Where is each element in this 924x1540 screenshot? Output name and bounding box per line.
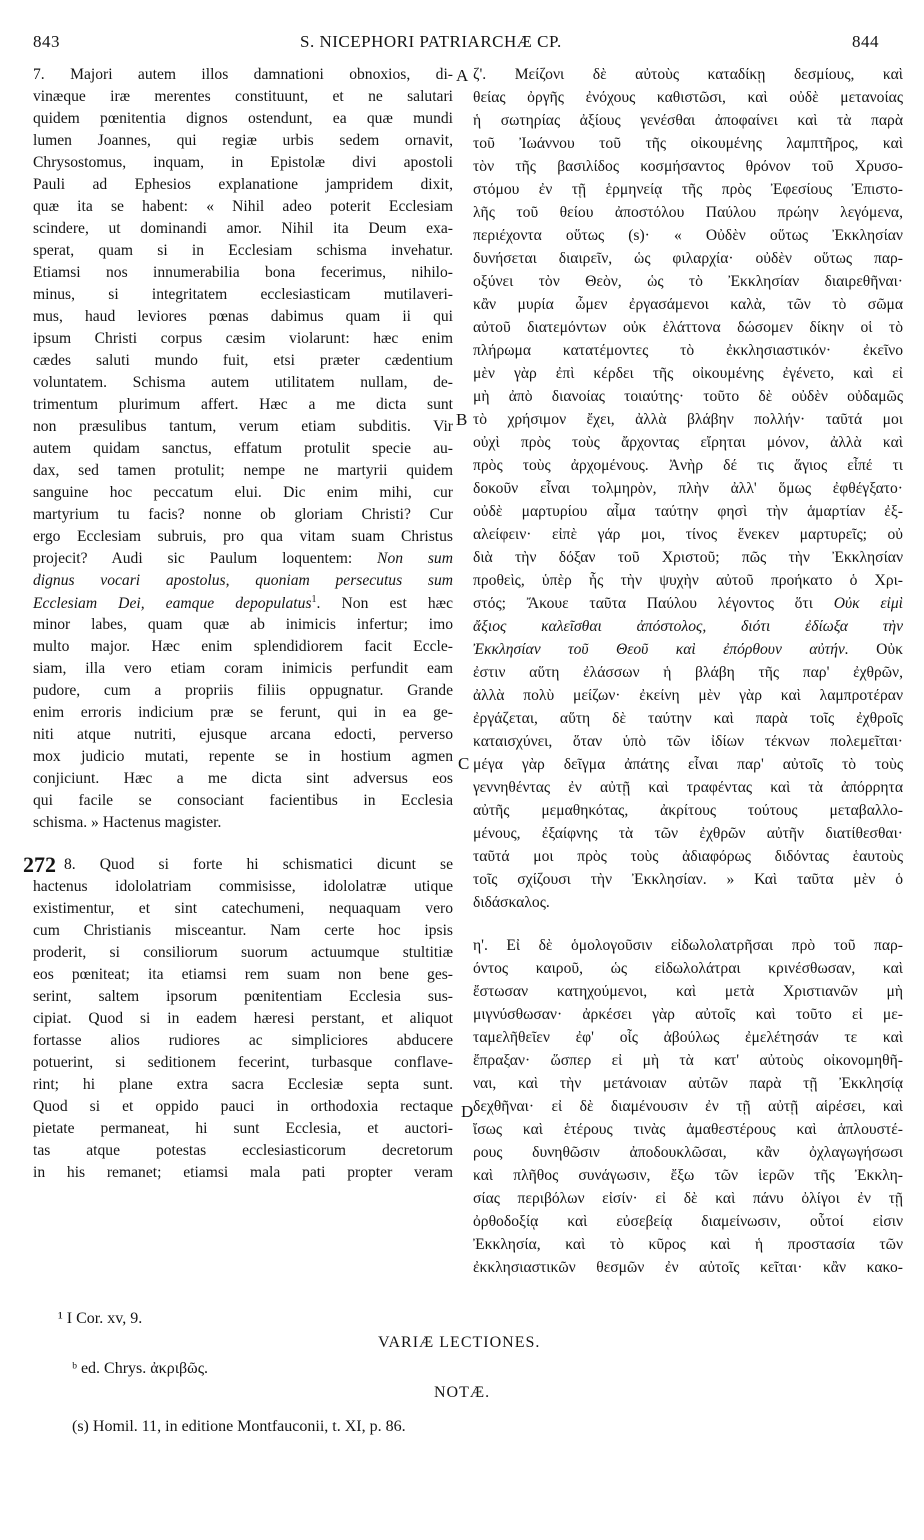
greek-line: ναι, καὶ τὴν μετάνοιαν αὐτῶν παρὰ τῇ Ἐκκλησίᾳ <box>473 1075 903 1092</box>
latin-line: mox judicio mutati, repente se in hostium agmen <box>33 748 453 765</box>
latin-line: autem quidam sanctus, effatum protulit specie au- <box>33 440 453 457</box>
latin-line: non præsulibus tantum, verum etiam subditis. Vir <box>33 418 453 435</box>
greek-line: μὴ ἀπὸ διανοίας τοιαύτης· τοῦτο δὲ οὐδὲν οὐδαμῶς <box>473 388 903 405</box>
latin-line <box>33 550 453 568</box>
latin-line: enim erroris indicium præ se ferunt, qui in ea ge- <box>33 704 453 721</box>
greek-line: αὐτοῦ διατεμόντων οὐκ ἐλάττονα δώσομεν δίκην οἱ τὸ <box>473 319 903 336</box>
latin-text: . Non est hæc <box>316 595 453 613</box>
latin-line: Ecclesiam Dei, eamque depopulatus$^1$. Non est hæc <box>33 594 453 613</box>
greek-line: οὐδὲ μαρτυρίου αἷμα ταύτην φησὶ τὴν ἁμαρτίαν ἐξ- <box>473 503 903 520</box>
greek-line: διδάσκαλος. <box>473 894 550 911</box>
latin-line: voluntatem. Schisma autem utilitatem nullam, de- <box>33 374 453 391</box>
latin-line: cædes saluti mundo fuit, etsi præter cædentium <box>33 352 453 369</box>
latin-line: existimentur, et sint catechumeni, nequaquam vero <box>33 900 453 917</box>
greek-line: κἂν μυρία ὦμεν ἐργασάμενοι καλὰ, τῶν τὸ σῶμα <box>473 296 903 313</box>
greek-line: σίας περιβόλων εἰσίν· εἰ δὲ καὶ πάνυ ὀλίγοι ἐν τῇ <box>473 1190 903 1207</box>
latin-line: hactenus idololatriam commisisse, idololatræ utique <box>33 878 453 895</box>
latin-line: proderit, si consiliorum suorum actuumque stultitiæ <box>33 944 453 961</box>
greek-line: καὶ πλῆθος συνάγωσιν, ἔξω τῶν ἱερῶν τῆς Ἐκκλη- <box>473 1167 903 1184</box>
greek-line: πρὸς τοὺς ἀρχομένους. Ἀνὴρ δέ τις ἅγιος εἶπέ τι <box>473 457 903 474</box>
latin-line: siam, illa vero etiam coram inimicis perfundit eam <box>33 660 453 677</box>
greek-line <box>473 641 903 659</box>
latin-line: conjiciunt. Hæc a me dicta sint adversus eos <box>33 770 453 787</box>
greek-line: τοῖς σχίζουσι τὴν Ἐκκλησίαν. » Καὶ ταῦτα μὲν ὁ <box>473 871 903 888</box>
latin-line: multo major. Hæc enim splendidiorem facit Eccle- <box>33 638 453 655</box>
greek-line: η'. Εἰ δὲ ὁμολογοῦσιν εἰδωλολατρῆσαι πρὸ τοῦ παρ- <box>473 937 903 954</box>
latin-line: 8. Quod si forte hi schismatici dicunt se <box>64 856 453 873</box>
greek-line: όντος καιροῦ, ὡς εἰδωλολάτραι κρινέσθωσαν, καὶ <box>473 960 903 977</box>
greek-line: ταῦτά μοι πρὸς τοὺς ἀδιαφόρως διδόντας ἑαυτοὺς <box>473 848 903 865</box>
greek-line: τὸ χρήσιμον ἔχει, ἀλλὰ βλάβην πολλήν· ταῦτά μοι <box>473 411 903 428</box>
latin-line: mus, haud leviores pœnas dabimus quam ii qui <box>33 308 453 325</box>
greek-line: προθεὶς, ὑπὲρ ἧς τὴν ψυχὴν αὐτοῦ προήκατο ὁ Χρι- <box>473 572 903 589</box>
scripture-quote-line: dignus vocari apostolus, quoniam persecutus sum <box>33 572 453 589</box>
latin-line: vinæque iræ merentes constituunt, et ne salutari <box>33 88 453 105</box>
greek-line: ζ'. Μείζονι δὲ αὐτοὺς καταδίκῃ δεσμίους, καὶ <box>473 66 903 83</box>
latin-line: ipsum Christi corpus cæsim violarunt: hæc enim <box>33 330 453 347</box>
greek-line: διὰ τὴν δόξαν τοῦ Χριστοῦ; πῶς τὴν Ἐκκλησίαν <box>473 549 903 566</box>
greek-line: μὲν γὰρ ἐπὶ κέρδει τῆς οἰκουμένης ἐγένετο, καὶ εἰ <box>473 365 903 382</box>
greek-line: καταισχύνει, ὅταν ὑπὸ τῶν ἰδίων τέκνων πολεμεῖται· <box>473 733 903 750</box>
greek-line: ἔστωσαν κατηχούμενοι, καὶ μετὰ Χριστιανῶν μὴ <box>473 983 903 1000</box>
greek-line: Ἐκκλησία, καὶ τὸ κῦρος καὶ ἡ προστασία τῶν <box>473 1236 903 1253</box>
latin-line: minor labes, quam quæ ab inimicis infertur; imo <box>33 616 453 633</box>
note-s: (s) Homil. 11, in editione Montfauconii, t. XI, p. 86. <box>72 1418 406 1435</box>
latin-line: in his remanet; etiamsi mala pati propter veram <box>33 1164 453 1181</box>
latin-line: pietate permaneat, hi sunt Ecclesia, et auctori- <box>33 1120 453 1137</box>
latin-line: 7. Majori autem illos damnationi obnoxios, di- <box>33 66 453 83</box>
scripture-quote-line: ἄξιος καλεῖσθαι ἀπόστολος, διότι ἐδίωξα τὴν <box>473 618 903 635</box>
margin-letter-b: B <box>456 410 468 429</box>
latin-line: niti atque nutriti, ejusque arcana edocti, perverso <box>33 726 453 743</box>
greek-line: αλείφειν· εἰπὲ γάρ μοι, τίνος ἕνεκεν μαρτυρεῖς; οὐ <box>473 526 903 543</box>
latin-line: serint, saltem ipsorum pœnitentiam Ecclesia sus- <box>33 988 453 1005</box>
margin-letter-c: C <box>458 754 470 773</box>
latin-line: dax, sed tamen protulit; nempe ne martyrii quidem <box>33 462 453 479</box>
greek-line: δεχθῆναι· εἰ δὲ διαμένουσιν ἐν τῇ αὐτῇ αἱρέσει, καὶ <box>473 1098 903 1115</box>
greek-line: ὀρθοδοξίᾳ καὶ εὐσεβείᾳ διαμείνωσιν, οὗτοί εἰσιν <box>473 1213 903 1230</box>
greek-line: αὐτῆς μεμαθηκότας, ἀκρίτους τούτους μεταβαλλο- <box>473 802 903 819</box>
latin-line: schisma. » Hactenus magister. <box>33 814 222 831</box>
greek-line: γεννηθέντας ἐν αὐτῇ καὶ τραφέντας καὶ τὰ ἀπόρρητα <box>473 779 903 796</box>
running-title: S. NICEPHORI PATRIARCHÆ CP. <box>300 32 562 51</box>
greek-line: ταμελῆθεῖεν ἐφ' οἷς ἀβούλως ἐμελέτησάν τε καὶ <box>473 1029 903 1046</box>
latin-line: scindere, ut dominandi amor. Nihil ita Deum exa- <box>33 220 453 237</box>
footnote-scripture-ref: ¹ I Cor. xv, 9. <box>58 1310 143 1327</box>
latin-line: eos pœniteat; ita etiamsi rem suam non bene ges- <box>33 966 453 983</box>
latin-text: projecit? Audi sic Paulum loquentem: <box>33 550 353 567</box>
greek-line: ἐστιν αὕτη ἐλάσσων ἡ βλάβη τῆς παρ' ἐχθρῶν, <box>473 664 903 681</box>
greek-line: ἀλλὰ πολὺ μείζων· ἐκείνη μὲν γὰρ καὶ λαμπροτέραν <box>473 687 903 704</box>
latin-line: ergo Ecclesiam subruis, pro qua vitam suam Christus <box>33 528 453 545</box>
scripture-quote: Ἐκκλησίαν τοῦ Θεοῦ καὶ ἐπόρθουν αὐτήν. <box>473 641 849 658</box>
greek-line: μένους, ἐξαίφνης τὰ τῶν ἐχθρῶν αὐτῆν διατίθεσθαι· <box>473 825 903 842</box>
page-number-right: 844 <box>852 32 879 51</box>
latin-line: tas atque potestas ecclesiasticorum decretorum <box>33 1142 453 1159</box>
latin-line: Chrysostomus, inquam, in Epistolæ divi apostoli <box>33 154 453 171</box>
latin-line: fortasse alios rudiores ac simpliciores abducere <box>33 1032 453 1049</box>
variant-reading: ᵇ ed. Chrys. ἀκριβῶς. <box>72 1360 209 1377</box>
greek-line: τὸν τῆς βασιλίδος κοσμήσαντος θρόνον τοῦ Χρυσο- <box>473 158 903 175</box>
latin-line: sanguine hoc peccatum elui. Dic enim mihi, cur <box>33 484 453 501</box>
greek-line: ἡ σωτηρίας ἀξίους γενέσθαι ἀποφαίνει καὶ τὰ παρὰ <box>473 112 903 129</box>
greek-line: ἐργάζεται, αὕτη δὲ ταύτην καὶ παρὰ τοῖς ἐχθροῖς <box>473 710 903 727</box>
greek-line <box>473 595 903 613</box>
latin-line: qui facile se consociant facientibus in Ecclesia <box>33 792 453 809</box>
latin-line: cum Christianis misceantur. Nam certe hoc ipsis <box>33 922 453 939</box>
scripture-quote: Non sum <box>377 550 453 567</box>
latin-line: potuerint, si seditionem fecerint, turbasque conflave- <box>33 1054 453 1071</box>
greek-line: δοκοῦν εἶναι τολμηρὸν, πλὴν ἀλλ' ὅμως ἐφθέγξατο· <box>473 480 903 497</box>
greek-line: μιγνύσθωσαν· ἀρκέσει γὰρ αὐτοῖς καὶ τοῦτο εἰ με- <box>473 1006 903 1023</box>
latin-line: sperat, quam si in Ecclesiam schisma invehatur. <box>33 242 453 259</box>
margin-letter-d: D <box>461 1102 474 1121</box>
latin-line: Quod si et oppido pauci in orthodoxia rectaque <box>33 1098 453 1115</box>
greek-line: πλήρωμα κατατέμοντες τὸ ἐκκλησιαστικόν· ἐκεῖνο <box>473 342 903 359</box>
scripture-quote: Ecclesiam Dei, eamque depopulatus <box>33 595 312 613</box>
latin-line: lumen Joannes, qui regiæ urbis sedem ornavit, <box>33 132 453 149</box>
latin-line: Etiamsi nos innumerabilia bona fecerimus, nihilo- <box>33 264 453 281</box>
greek-line: δυνήσεται διαιρεῖν, ὡς φιλαρχία· οὐδὲν οὕτως παρ- <box>473 250 903 267</box>
greek-line: ρους δυνηθῶσιν ἀποδουκλῶσαι, κἂν ὀχλαγωγήσωσι <box>473 1144 903 1161</box>
latin-line: quidem pœnitentia dignos ostendunt, ea quæ mundi <box>33 110 453 127</box>
latin-line: pudore, cum a propriis filiis oppugnatur. Grande <box>33 682 453 699</box>
latin-line: cipiat. Quod si in eadem hæresi perstant, et aliquot <box>33 1010 453 1027</box>
greek-line: θείας ὀργῆς ἐνόχους καθιστῶσι, καὶ οὐδὲ μετανοίας <box>473 89 903 106</box>
greek-line: λῆς τοῦ θείου ἀποστόλου Παύλου πρώην λεγόμενα, <box>473 204 903 221</box>
scripture-quote: Οὐκ εἰμὶ <box>833 595 903 612</box>
paragraph-number: 272 <box>23 852 56 877</box>
greek-line: οξύνει τὸν Θεὸν, ὡς τὸ Ἐκκλησίαν διαιρεθῆναι· <box>473 273 903 290</box>
greek-line: περιέχοντα οὕτως (s)· « Οὐδὲν οὕτως Ἐκκλησίαν <box>473 227 903 244</box>
greek-line: τοῦ Ἰωάννου τοῦ τῆς οἰκουμένης λαμπτῆρος, καὶ <box>473 135 903 152</box>
latin-line: quæ ita se habent: « Nihil adeo poterit Ecclesiam <box>33 198 453 215</box>
latin-line: rint; hi plane extra sacra Ecclesiæ septa sunt. <box>33 1076 453 1093</box>
greek-line: μέγα γὰρ δεῖγμα ἀπάτης εἶναι παρ' αὐτοῖς τὸ τοὺς <box>473 756 903 773</box>
greek-line: στόμου ἐν τῇ ἑρμηνείᾳ τῆς πρὸς Ἐφεσίους Ἐπιστο- <box>473 181 903 198</box>
greek-text: στός; Ἄκουε ταῦτα Παύλου λέγοντος ὅτι <box>473 595 813 612</box>
latin-line: martyrium tu facis? nonne ob gloriam Christi? Cur <box>33 506 453 523</box>
latin-line: Pauli ad Ephesios explanatione jampridem dixit, <box>33 176 453 193</box>
variae-lectiones-heading: VARIÆ LECTIONES. <box>378 1334 541 1351</box>
greek-line: ἔπραξαν· ὥσπερ εἰ μὴ τὰ κατ' αὐτοὺς οἰκονομηθῆ- <box>473 1052 903 1069</box>
latin-line: minus, si integritatem ecclesiasticam mutilaveri- <box>33 286 453 303</box>
greek-line: οὐχὶ πρὸς τοὺς ἄρχοντας εἴρηται μόνον, ἀλλὰ καὶ <box>473 434 903 451</box>
greek-text: Οὐκ <box>876 641 904 658</box>
greek-line: ἴσως καὶ ἑτέρους τινὰς ἀμαθεστέρους καὶ ἁπλουστέ- <box>473 1121 903 1138</box>
margin-letter-a: A <box>456 66 469 85</box>
notae-heading: NOTÆ. <box>434 1384 491 1401</box>
latin-line: trimentum plurimum affert. Hæc a me dicta sunt <box>33 396 453 413</box>
page-number-left: 843 <box>33 32 60 51</box>
greek-line: ἐκκλησιαστικῶν θεσμῶν ἐν αὐτοῖς κεῖται· κἂν κακο- <box>473 1259 903 1276</box>
